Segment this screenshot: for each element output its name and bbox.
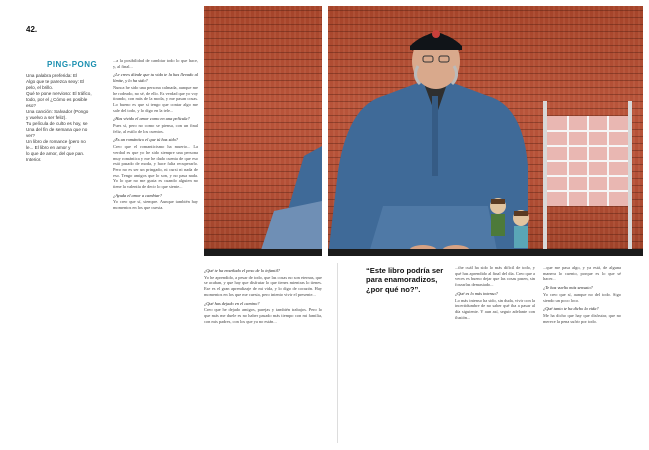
article-paragraph: Yo he aprendido, a pesar de todo, que las cosas no son eternas, que se acaban, y que hay que disfrutar lo que tienes mientras lo tienes. Ese es el gran aprendizaje de mi vida, y lo digo de corazón. Hay momentos en los que me cuesta, pero intento vivir el presente...	[204, 274, 322, 297]
section-title: PING-PONG	[47, 60, 98, 69]
interview-question: ¿Qué es lo más intenso?	[455, 290, 498, 296]
sidebar-line: Una canción: Salvador (Pongo	[26, 109, 89, 114]
sidebar-line: Qué te pone nervioso: El tráfico,	[26, 91, 92, 96]
interview-question: ¿Ayuda el amor a cambiar?	[113, 192, 163, 198]
interview-question: ¿Le crees dónde que tu vida te la has llevado al límite, y lo ha sido?	[113, 72, 198, 84]
sidebar-line: eso?	[26, 103, 36, 108]
article-paragraph: Creo que he dejado amigos, parejas y también trabajos. Pero lo que más me duele es no haber pasado más tiempo con mi familia, con mis padres, con los que ya no están...	[204, 307, 322, 324]
interview-question: ¿Qué te ha enseñado el peso de lo infantil?	[204, 268, 281, 273]
article-paragraph: Me ha dicho que hay que disfrutar, que no merece la pena sufrir por todo.	[543, 312, 621, 324]
page-number: 42.	[26, 25, 38, 34]
article-paragraph: ...que me pasa algo, y ya está, de alguna manera lo cuento, porque es lo que sé hacer...	[543, 265, 621, 282]
portrait-photo	[328, 6, 643, 256]
article-paragraph: ...a la posibilidad de cambiar todo lo que hace, y, al final...	[113, 58, 198, 69]
portrait-photo-left-slice	[204, 6, 322, 256]
sidebar-line: Tu película de culto es hoy, se	[26, 121, 88, 126]
interview-question: ¿Qué tanto te ha dicho la vida?	[543, 306, 599, 312]
sidebar-line: Una palabra preferida: El	[26, 73, 78, 78]
interview-question: ¿Has vivido el amor como en una película?	[113, 116, 190, 122]
sidebar-line: Un libro de romance (pero no	[26, 139, 86, 144]
article-paragraph: Yo creo que sí, siempre. Aunque también hay momentos en los que cuesta.	[113, 199, 198, 211]
article-column-4	[543, 265, 621, 325]
sidebar-line: Interior.	[26, 157, 42, 162]
interview-question: ¿Qué has dejado en el camino?	[204, 300, 260, 306]
article-column-1	[113, 58, 198, 212]
article-paragraph: Pues sí, pero no como se piensa, con un final feliz, al estilo de los cuentos.	[113, 123, 198, 134]
article-paragraph: Creo que el romanticismo ha muerto... La verdad es que yo he sido siempre una persona muy romántica y me he dado cuenta de que eso está pasado de moda, y hace falta recuperarlo. Pero no es ser un pringado, ni cursi ni nada de eso. Tengo amigos que lo son, y no pasa nada. Yo lo que no me gusta es cuando alguien no tiene la valentía de decir lo que siente...	[113, 144, 198, 190]
article-column-2	[204, 265, 322, 325]
sidebar-line: todo, por el ¿Cómo es posible	[26, 97, 88, 102]
sidebar-line: pelo, el brillo.	[26, 85, 54, 90]
article-paragraph: ...the cuál ha sido lo más difícil de todo, y qué has aprendido al final del día. Creo que a veces es bueno dejar que las cosas pasen, sin forzarlas demasiado...	[455, 265, 535, 288]
sidebar-line: Algo que te parezca sexy: El	[26, 79, 85, 84]
ping-pong-sidebar	[26, 73, 102, 163]
divider	[337, 263, 338, 443]
portrait-illustration	[328, 6, 643, 256]
sidebar-line: y vuelvo a ser feliz).	[26, 115, 67, 120]
sidebar-line: ver?	[26, 133, 35, 138]
article-column-3	[455, 265, 535, 321]
article-paragraph: Nunca he sido una persona calmada, aunque me he rodeado, no sé, de ello. Es verdad que yo voy tirando, con más de la moda, y me pasan cosas. Lo bueno es que si tengo que contar algo me sale del todo, y lo digo en la tele...	[113, 84, 198, 113]
article-paragraph: Yo creo que sí, aunque no del todo. Sigo siendo un poco loco.	[543, 291, 621, 303]
interview-question: ¿Es un romántico el que tú has sido?	[113, 137, 179, 143]
jacket-arm-image	[204, 6, 322, 256]
folding-chair-image	[543, 101, 632, 256]
sidebar-line: lo que de amor, del que pan.	[26, 151, 85, 156]
sidebar-line: le... El libro en amor y	[26, 145, 71, 150]
pull-quote: “Este libro podría ser para enamoradizos, ¿por qué no?”.	[366, 266, 444, 294]
sidebar-line: Una del fin de semana que no	[26, 127, 88, 132]
article-paragraph: Lo más intenso ha sido, sin duda, vivir con la incertidumbre de no saber qué iba a pasar al día siguiente. Y aun así, seguir adelante con ilusión...	[455, 297, 535, 320]
interview-question: ¿Te has vuelto más sensato?	[543, 285, 593, 291]
